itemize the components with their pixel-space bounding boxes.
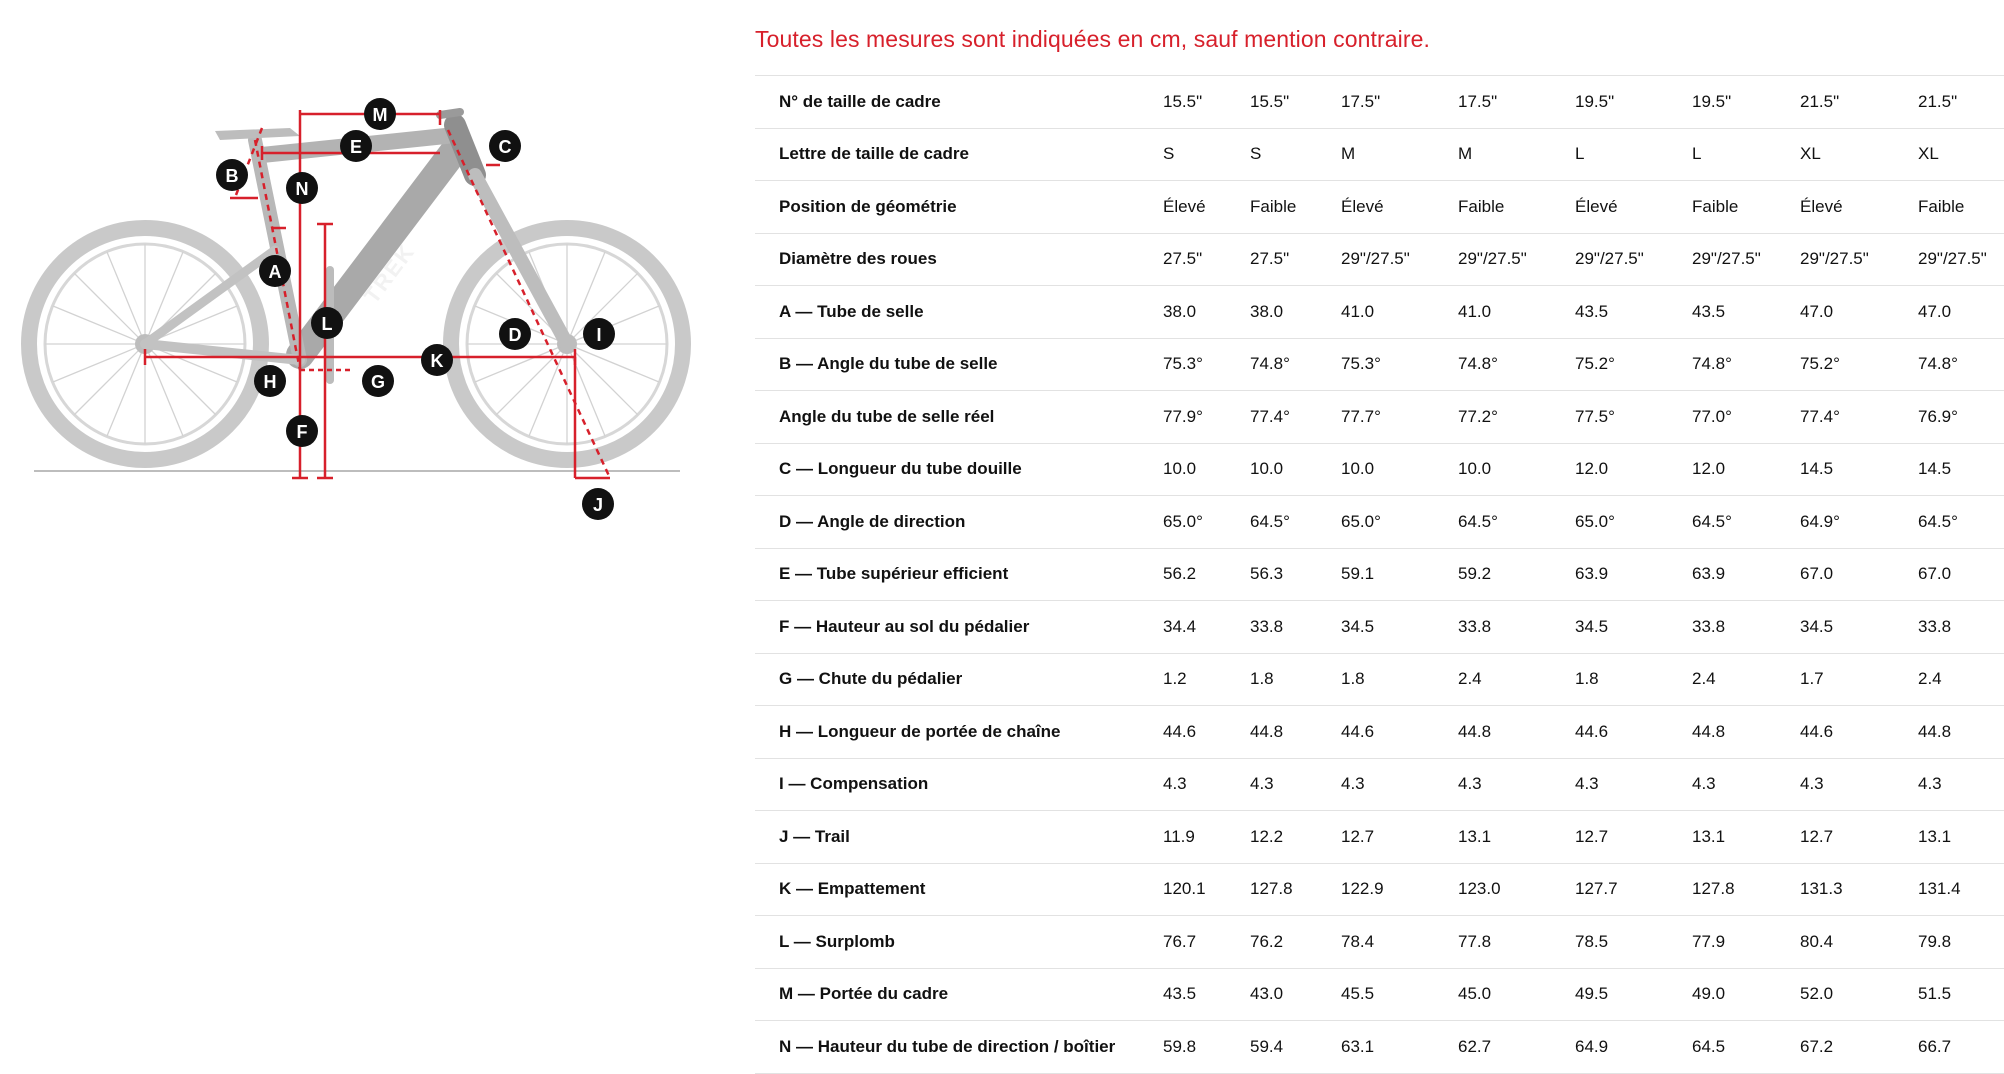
table-cell: 17.5": [1341, 76, 1458, 129]
table-cell: 47.0: [1918, 286, 2004, 339]
geometry-table: [755, 75, 2004, 1074]
table-cell: 29"/27.5": [1918, 233, 2004, 286]
table-cell: 51.5: [1918, 968, 2004, 1021]
table-cell: 33.8: [1458, 601, 1575, 654]
table-cell: 4.3: [1575, 758, 1692, 811]
row-label: D — Angle de direction: [755, 496, 1163, 549]
table-row: [755, 811, 2004, 864]
table-cell: 66.7: [1918, 1021, 2004, 1074]
badge-l: [311, 307, 343, 339]
svg-text:L: L: [321, 314, 333, 334]
table-cell: 44.6: [1163, 706, 1250, 759]
table-cell: 77.8: [1458, 916, 1575, 969]
table-cell: 64.5°: [1250, 496, 1341, 549]
table-cell: 76.9°: [1918, 391, 2004, 444]
bike-geometry-diagram: [0, 0, 760, 560]
table-cell: Élevé: [1341, 181, 1458, 234]
table-cell: S: [1163, 128, 1250, 181]
row-label: G — Chute du pédalier: [755, 653, 1163, 706]
table-cell: 75.3°: [1163, 338, 1250, 391]
table-cell: 45.0: [1458, 968, 1575, 1021]
table-cell: 43.5: [1692, 286, 1800, 339]
table-cell: 74.8°: [1918, 338, 2004, 391]
table-cell: 13.1: [1458, 811, 1575, 864]
svg-text:E: E: [349, 137, 363, 157]
svg-text:A: A: [268, 262, 282, 282]
row-label: Diamètre des roues: [755, 233, 1163, 286]
table-cell: 12.7: [1800, 811, 1918, 864]
table-cell: 1.8: [1575, 653, 1692, 706]
table-cell: 77.2°: [1458, 391, 1575, 444]
table-cell: M: [1458, 128, 1575, 181]
table-cell: 122.9: [1341, 863, 1458, 916]
table-cell: 1.8: [1250, 653, 1341, 706]
table-row: [755, 443, 2004, 496]
badge-b: [216, 159, 248, 191]
table-cell: 33.8: [1250, 601, 1341, 654]
table-cell: 64.5: [1692, 1021, 1800, 1074]
units-note: Toutes les mesures sont indiquées en cm, sauf mention contraire.: [755, 26, 1431, 52]
table-cell: 56.2: [1163, 548, 1250, 601]
table-row: [755, 968, 2004, 1021]
table-cell: 56.3: [1250, 548, 1341, 601]
table-cell: 4.3: [1458, 758, 1575, 811]
table-cell: XL: [1800, 128, 1918, 181]
row-label: Angle du tube de selle réel: [755, 391, 1163, 444]
table-cell: 62.7: [1458, 1021, 1575, 1074]
table-cell: 1.8: [1341, 653, 1458, 706]
table-row: [755, 496, 2004, 549]
table-cell: 1.2: [1163, 653, 1250, 706]
table-row: [755, 706, 2004, 759]
table-cell: 29"/27.5": [1458, 233, 1575, 286]
table-cell: Faible: [1458, 181, 1575, 234]
table-row: [755, 863, 2004, 916]
badge-m: [364, 98, 396, 130]
table-row: [755, 758, 2004, 811]
table-cell: 4.3: [1918, 758, 2004, 811]
table-cell: 21.5": [1800, 76, 1918, 129]
table-cell: 67.0: [1800, 548, 1918, 601]
table-cell: 17.5": [1458, 76, 1575, 129]
table-cell: 15.5": [1163, 76, 1250, 129]
row-label: Position de géométrie: [755, 181, 1163, 234]
row-label: N° de taille de cadre: [755, 76, 1163, 129]
badge-f: [286, 415, 318, 447]
table-row: [755, 1021, 2004, 1074]
table-cell: 44.6: [1575, 706, 1692, 759]
frame-logo: TREK: [359, 238, 420, 309]
badge-h: [254, 365, 286, 397]
table-cell: 10.0: [1458, 443, 1575, 496]
table-cell: 78.5: [1575, 916, 1692, 969]
table-cell: S: [1250, 128, 1341, 181]
table-cell: 15.5": [1250, 76, 1341, 129]
table-cell: 19.5": [1692, 76, 1800, 129]
table-cell: 12.7: [1575, 811, 1692, 864]
table-row: [755, 548, 2004, 601]
table-cell: 127.8: [1692, 863, 1800, 916]
badge-d: [499, 318, 531, 350]
badge-e: [340, 130, 372, 162]
table-cell: 63.9: [1692, 548, 1800, 601]
table-cell: 43.5: [1575, 286, 1692, 339]
table-row: [755, 286, 2004, 339]
table-cell: 4.3: [1250, 758, 1341, 811]
row-label: I — Compensation: [755, 758, 1163, 811]
table-row: [755, 916, 2004, 969]
table-cell: 64.5°: [1692, 496, 1800, 549]
row-label: C — Longueur du tube douille: [755, 443, 1163, 496]
table-cell: 14.5: [1918, 443, 2004, 496]
table-cell: 1.7: [1800, 653, 1918, 706]
geometry-table-section: [755, 0, 2004, 1074]
row-label: E — Tube supérieur efficient: [755, 548, 1163, 601]
table-cell: 65.0°: [1341, 496, 1458, 549]
table-cell: XL: [1918, 128, 2004, 181]
svg-text:K: K: [430, 351, 444, 371]
table-cell: 12.7: [1341, 811, 1458, 864]
row-label: Lettre de taille de cadre: [755, 128, 1163, 181]
table-cell: 38.0: [1163, 286, 1250, 339]
table-cell: 59.1: [1341, 548, 1458, 601]
table-cell: 120.1: [1163, 863, 1250, 916]
svg-text:B: B: [225, 166, 239, 186]
table-cell: 4.3: [1341, 758, 1458, 811]
table-cell: L: [1575, 128, 1692, 181]
row-label: A — Tube de selle: [755, 286, 1163, 339]
table-cell: Faible: [1692, 181, 1800, 234]
row-label: N — Hauteur du tube de direction / boîtier: [755, 1021, 1163, 1074]
table-cell: 131.4: [1918, 863, 2004, 916]
table-cell: 44.8: [1692, 706, 1800, 759]
table-cell: 4.3: [1163, 758, 1250, 811]
table-cell: 12.2: [1250, 811, 1341, 864]
table-cell: 27.5": [1250, 233, 1341, 286]
table-cell: 29"/27.5": [1800, 233, 1918, 286]
table-cell: 13.1: [1918, 811, 2004, 864]
svg-text:J: J: [592, 495, 604, 515]
table-cell: 33.8: [1918, 601, 2004, 654]
row-label: J — Trail: [755, 811, 1163, 864]
badge-c: [489, 130, 521, 162]
svg-text:C: C: [498, 137, 512, 157]
table-cell: 75.2°: [1800, 338, 1918, 391]
svg-text:D: D: [508, 325, 522, 345]
table-cell: 75.3°: [1341, 338, 1458, 391]
table-cell: 77.5°: [1575, 391, 1692, 444]
table-cell: 59.2: [1458, 548, 1575, 601]
table-row: [755, 653, 2004, 706]
table-cell: 11.9: [1163, 811, 1250, 864]
table-cell: L: [1692, 128, 1800, 181]
svg-text:H: H: [263, 372, 277, 392]
table-cell: 77.4°: [1250, 391, 1341, 444]
table-cell: 2.4: [1918, 653, 2004, 706]
table-cell: 34.5: [1575, 601, 1692, 654]
table-cell: 14.5: [1800, 443, 1918, 496]
table-cell: 123.0: [1458, 863, 1575, 916]
table-cell: 38.0: [1250, 286, 1341, 339]
table-cell: 65.0°: [1575, 496, 1692, 549]
table-row: [755, 338, 2004, 391]
svg-text:M: M: [372, 105, 388, 125]
table-cell: 10.0: [1163, 443, 1250, 496]
table-row: [755, 128, 2004, 181]
table-cell: 13.1: [1692, 811, 1800, 864]
table-cell: 59.8: [1163, 1021, 1250, 1074]
svg-text:I: I: [596, 325, 602, 345]
badge-g: [362, 365, 394, 397]
table-cell: 74.8°: [1458, 338, 1575, 391]
table-cell: 47.0: [1800, 286, 1918, 339]
svg-text:N: N: [295, 179, 309, 199]
row-label: H — Longueur de portée de chaîne: [755, 706, 1163, 759]
table-cell: 21.5": [1918, 76, 2004, 129]
table-cell: 45.5: [1341, 968, 1458, 1021]
table-cell: Élevé: [1163, 181, 1250, 234]
table-row: [755, 233, 2004, 286]
badge-n: [286, 172, 318, 204]
table-cell: 44.6: [1341, 706, 1458, 759]
row-label: M — Portée du cadre: [755, 968, 1163, 1021]
table-cell: 64.9°: [1800, 496, 1918, 549]
table-cell: 44.8: [1918, 706, 2004, 759]
table-row: [755, 391, 2004, 444]
table-cell: 34.5: [1341, 601, 1458, 654]
badge-j: [582, 488, 614, 520]
table-cell: 43.5: [1163, 968, 1250, 1021]
table-cell: Faible: [1250, 181, 1341, 234]
table-cell: 12.0: [1575, 443, 1692, 496]
table-cell: 65.0°: [1163, 496, 1250, 549]
table-cell: 44.8: [1250, 706, 1341, 759]
table-cell: 33.8: [1692, 601, 1800, 654]
table-cell: 19.5": [1575, 76, 1692, 129]
table-cell: 29"/27.5": [1575, 233, 1692, 286]
badge-a: [259, 255, 291, 287]
table-cell: 29"/27.5": [1341, 233, 1458, 286]
table-cell: 49.0: [1692, 968, 1800, 1021]
table-cell: 76.2: [1250, 916, 1341, 969]
table-cell: 67.2: [1800, 1021, 1918, 1074]
table-row: [755, 601, 2004, 654]
table-cell: 34.4: [1163, 601, 1250, 654]
table-cell: 64.5°: [1918, 496, 2004, 549]
table-row: [755, 76, 2004, 129]
table-cell: 12.0: [1692, 443, 1800, 496]
table-cell: 52.0: [1800, 968, 1918, 1021]
table-cell: 29"/27.5": [1692, 233, 1800, 286]
table-cell: 77.9°: [1163, 391, 1250, 444]
table-cell: 64.9: [1575, 1021, 1692, 1074]
table-cell: 77.0°: [1692, 391, 1800, 444]
table-cell: 34.5: [1800, 601, 1918, 654]
badge-i: [583, 318, 615, 350]
table-cell: 49.5: [1575, 968, 1692, 1021]
table-cell: 63.9: [1575, 548, 1692, 601]
table-cell: 4.3: [1800, 758, 1918, 811]
table-cell: 76.7: [1163, 916, 1250, 969]
table-cell: Élevé: [1575, 181, 1692, 234]
svg-text:F: F: [296, 422, 308, 442]
table-cell: Faible: [1918, 181, 2004, 234]
table-cell: 10.0: [1341, 443, 1458, 496]
table-cell: 127.8: [1250, 863, 1341, 916]
table-cell: 131.3: [1800, 863, 1918, 916]
table-cell: 74.8°: [1250, 338, 1341, 391]
badge-k: [421, 344, 453, 376]
row-label: B — Angle du tube de selle: [755, 338, 1163, 391]
handlebar: [440, 112, 460, 115]
row-label: K — Empattement: [755, 863, 1163, 916]
table-cell: 2.4: [1692, 653, 1800, 706]
table-cell: 2.4: [1458, 653, 1575, 706]
table-cell: 64.5°: [1458, 496, 1575, 549]
table-cell: 80.4: [1800, 916, 1918, 969]
table-cell: 41.0: [1341, 286, 1458, 339]
table-cell: 75.2°: [1575, 338, 1692, 391]
row-label: F — Hauteur au sol du pédalier: [755, 601, 1163, 654]
table-row: [755, 181, 2004, 234]
table-cell: 77.9: [1692, 916, 1800, 969]
table-cell: 74.8°: [1692, 338, 1800, 391]
table-cell: 67.0: [1918, 548, 2004, 601]
table-cell: 127.7: [1575, 863, 1692, 916]
table-cell: Élevé: [1800, 181, 1918, 234]
table-cell: 44.8: [1458, 706, 1575, 759]
table-cell: 63.1: [1341, 1021, 1458, 1074]
table-cell: 43.0: [1250, 968, 1341, 1021]
table-cell: 10.0: [1250, 443, 1341, 496]
table-cell: 4.3: [1692, 758, 1800, 811]
table-cell: 27.5": [1163, 233, 1250, 286]
svg-text:G: G: [370, 372, 386, 392]
table-cell: M: [1341, 128, 1458, 181]
table-cell: 77.4°: [1800, 391, 1918, 444]
table-cell: 79.8: [1918, 916, 2004, 969]
table-cell: 77.7°: [1341, 391, 1458, 444]
table-cell: 78.4: [1341, 916, 1458, 969]
table-cell: 59.4: [1250, 1021, 1341, 1074]
table-cell: 41.0: [1458, 286, 1575, 339]
table-cell: 44.6: [1800, 706, 1918, 759]
row-label: L — Surplomb: [755, 916, 1163, 969]
